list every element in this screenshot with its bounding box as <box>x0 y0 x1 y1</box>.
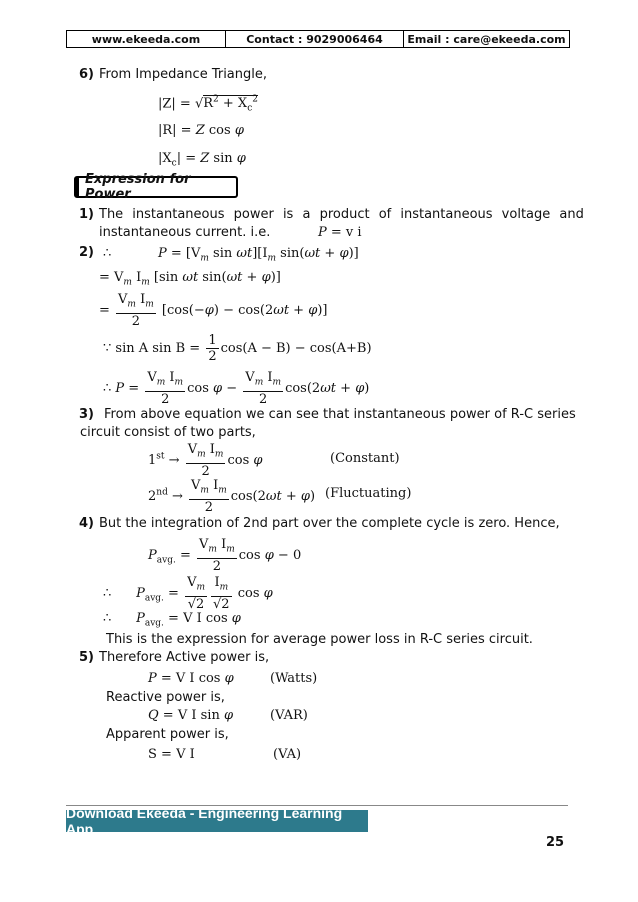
header-website[interactable]: www.ekeeda.com <box>67 31 226 47</box>
step-5-line-1: Therefore Active power is, <box>99 650 270 665</box>
equation-pavg-1: $P_{avg.}$ = $\frac{V_m I_m}{2}$ cos φ − 0 <box>148 537 302 574</box>
apparent-power-label: Apparent power is, <box>106 727 229 742</box>
equation-p-final: ∴ P = $\frac{V_m I_m}{2}$ cos φ − $\frac{V_m I_m}{2}$ cos(2ωt + φ) <box>103 370 370 407</box>
apparent-power-unit: (VA) <box>273 747 302 762</box>
equation-p-vi: P = v i <box>318 225 362 240</box>
reactive-power-label: Reactive power is, <box>106 690 225 705</box>
step-3-line-1: From above equation we can see that instantaneous power of R-C series <box>104 407 576 422</box>
equation-reactive-power: Q = V I sin φ <box>148 708 234 723</box>
equation-vm-im-sin: = $V_m$ $I_m$ [sin ωt sin(ωt + φ)] <box>99 270 281 288</box>
equation-pavg-3: ∴ $P_{avg.} = V$ I cos φ <box>103 611 241 629</box>
equation-cos-expansion: = $\frac{V_m I_m}{2}$ [cos(−φ) − cos(2ωt + φ)] <box>99 292 328 329</box>
step-1-line-2: instantaneous current. i.e. <box>99 225 271 240</box>
part-2-label: (Fluctuating) <box>325 486 412 501</box>
page-number: 25 <box>546 835 565 850</box>
step-4-line-1: But the integration of 2nd part over the complete cycle is zero. Hence, <box>99 516 560 531</box>
section-title-expression-for-power: Expression for Power <box>74 176 238 198</box>
equation-pavg-2: ∴ $P_{avg.}$ = $\frac{V_m}{√2}$ $\frac{I_m}{√2}$ cos φ <box>103 575 273 612</box>
step-4-conclusion: This is the expression for average power loss in R-C series circuit. <box>106 632 533 647</box>
header-contact: Contact : 9029006464 <box>226 31 404 47</box>
step-1-line-1: The instantaneous power is a product of instantaneous voltage and <box>99 207 584 222</box>
equation-part-1: 1st → $\frac{V_m I_m}{2}$ cos φ <box>148 442 263 479</box>
step-6-text: From Impedance Triangle, <box>99 67 268 82</box>
step-3-number: 3) <box>79 407 94 422</box>
equation-active-power: P = V I cos φ <box>148 671 234 686</box>
step-6-number: 6) <box>79 67 94 82</box>
therefore-symbol: ∴ <box>103 246 112 261</box>
equation-part-2: 2nd → $\frac{V_m I_m}{2}$ cos(2ωt + φ) <box>148 478 316 515</box>
equation-resistance: |R| = Z cos φ <box>158 123 244 138</box>
equation-apparent-power: S = V I <box>148 747 195 762</box>
equation-p-product: $P = [V_m$ $\sin \omega t][I_m$ sin(ωt + φ)] <box>158 246 359 264</box>
step-5-number: 5) <box>79 650 94 665</box>
equation-sin-identity: ∵ sin A sin B = $\frac{1}{2}$ cos(A − B) − cos(A+B) <box>103 333 372 364</box>
header-email[interactable]: Email : care@ekeeda.com <box>407 32 566 46</box>
equation-reactance: $|X_c| = Z$ sin φ <box>158 151 246 169</box>
download-app-banner[interactable]: Download Ekeeda - Engineering Learning App <box>66 810 368 832</box>
equation-impedance: $|Z| = √R^2 + X_c^2$ <box>158 95 258 114</box>
step-1-number: 1) <box>79 207 94 222</box>
step-2-number: 2) <box>79 245 94 260</box>
reactive-power-unit: (VAR) <box>270 708 308 723</box>
part-1-label: (Constant) <box>330 451 400 466</box>
page-header <box>66 30 570 48</box>
step-4-number: 4) <box>79 516 94 531</box>
step-3-line-2: circuit consist of two parts, <box>80 425 256 440</box>
active-power-unit: (Watts) <box>270 671 318 686</box>
